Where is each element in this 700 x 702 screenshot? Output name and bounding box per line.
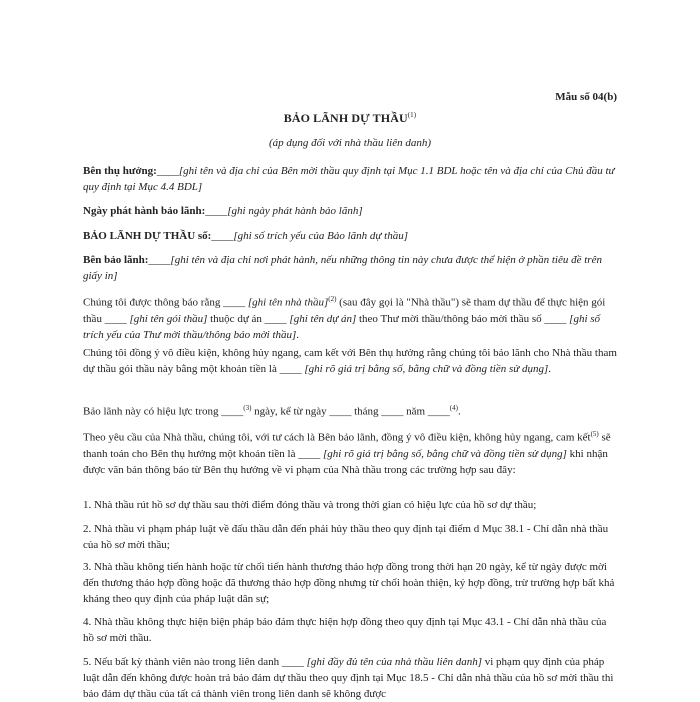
list-item: 3. Nhà thầu không tiến hành hoặc từ chối tiến hành thương thảo hợp đồng trong thời hạn 20 ngày, kể từ ngày được mời đến thương thảo hợp đồng hoặc đã thương thảo hợp đồng nhưng từ chối hoàn thiện, ký hợp đồng, trừ trường hợp bất khả kháng theo quy định của pháp luật dân sự; — [83, 561, 615, 605]
list-item: 4. Nhà thầu không thực hiện biện pháp bảo đảm thực hiện hợp đồng theo quy định tại Mục 43.1 - Chỉ dẫn nhà thầu của hồ sơ mời thầu. — [83, 616, 607, 644]
list-item: 2. Nhà thầu vi phạm pháp luật về đấu thầu dẫn đến phải hủy thầu theo quy định tại điểm d Mục 38.1 - Chỉ dẫn nhà thầu của hồ sơ mời thầu; — [83, 523, 609, 551]
amount-blank: ____ — [279, 363, 305, 375]
guarantor-line — [83, 252, 618, 284]
beneficiary-hint: [ghi tên và địa chỉ của Bên mời thầu quy định tại Mục 1.1 BDL hoặc tên và địa chỉ của Chủ đầu tư quy định tại Mục 4.4 BDL] — [83, 165, 615, 193]
guarantee-number-line — [83, 228, 618, 244]
para3-text-3: tháng — [351, 405, 382, 418]
para1-text-5: . — [296, 328, 300, 341]
day-blank: ____ — [329, 405, 352, 418]
guarantor-blank: ____ — [148, 254, 171, 266]
guarantor-label: Bên bảo lãnh: — [83, 254, 149, 266]
project-hint: [ghi tên dự án] — [289, 312, 357, 325]
item5-text-2: vi phạm quy định của pháp luật dẫn đến không được hoàn trả bảo đảm dự thầu theo quy định tại Mục 18.5 - Chỉ dẫn nhà thầu của hồ sơ mời thầu thì bảo đảm dự thầu của tất cả thành viên trong liên danh sẽ không được — [83, 656, 614, 700]
payment-blank: ____ — [298, 447, 323, 460]
month-blank: ____ — [381, 405, 404, 418]
title-text: BẢO LÃNH DỰ THẦU — [283, 111, 408, 125]
para2-text-1: Chúng tôi đồng ý vô điều kiện, không hủy ngang, cam kết với Bên thụ hưởng rằng chúng tôi bảo lãnh cho Nhà thầu tham dự thầu gói thầu này bằng một khoản tiền là — [83, 347, 617, 375]
issue-date-hint: [ghi ngày phát hành bảo lãnh] — [227, 205, 363, 217]
footnote-4: (4) — [449, 404, 458, 412]
issue-date-line — [83, 203, 618, 219]
list-item-5 — [83, 654, 618, 702]
para1-text-2: (sau đây gọi là "Nhà thầu") sẽ tham dự thầu để thực hiện gói thầu — [83, 296, 606, 325]
para3-text-4: năm — [403, 405, 428, 418]
guarantee-number-blank: ____ — [211, 230, 234, 242]
para4-text-2: sẽ thanh toán cho Bên thụ hưởng một khoản tiền là — [83, 431, 611, 460]
para1-text-3: thuộc dự án — [207, 312, 265, 325]
guarantor-hint: [ghi tên và địa chỉ nơi phát hành, nếu những thông tin này chưa được thể hiện ở phần tiêu đề trên giấy in] — [83, 254, 602, 282]
contractor-hint: [ghi tên nhà thầu] — [247, 296, 329, 309]
document-subtitle: (áp dụng đối với nhà thầu liên danh) — [269, 137, 431, 149]
list-item: 1. Nhà thầu rút hồ sơ dự thầu sau thời điểm đóng thầu và trong thời gian có hiệu lực của hồ sơ dự thầu; — [83, 499, 537, 511]
invitation-hint: [ghi số trích yếu của Thư mời thầu/thông báo mời thầu] — [83, 312, 601, 341]
issue-date-blank: ____ — [205, 205, 228, 217]
package-blank: ____ — [104, 312, 130, 325]
item5-text-1: 5. Nếu bất kỳ thành viên nào trong liên danh — [83, 656, 282, 668]
document-title — [0, 111, 700, 126]
para3-text-5: . — [457, 405, 461, 418]
para3-text-1: Bảo lãnh này có hiệu lực trong — [83, 405, 222, 418]
paragraph-validity — [83, 400, 618, 420]
para4-text-3: khi nhận được văn bản thông báo từ Bên thụ hưởng về vi phạm của Nhà thầu trong các trường hợp sau đây: — [83, 447, 608, 476]
beneficiary-line — [83, 163, 618, 195]
project-blank: ____ — [264, 312, 290, 325]
footnote-2: (2) — [328, 295, 337, 303]
package-hint: [ghi tên gói thầu] — [129, 312, 208, 325]
invitation-blank: ____ — [544, 312, 570, 325]
paragraph-payment — [83, 426, 618, 478]
issue-date-label: Ngày phát hành bảo lãnh: — [83, 205, 206, 217]
para4-text-1: Theo yêu cầu của Nhà thầu, chúng tôi, với tư cách là Bên bảo lãnh, đồng ý vô điều kiện, không hủy ngang, cam kết — [83, 431, 591, 444]
footnote-5: (5) — [590, 430, 599, 438]
beneficiary-label: Bên thụ hưởng: — [83, 165, 157, 177]
payment-hint: [ghi rõ giá trị bằng số, bằng chữ và đồng tiền sử dụng] — [323, 447, 567, 460]
paragraph-commitment — [83, 345, 618, 377]
joint-venture-blank: ____ — [281, 656, 307, 668]
form-number: Mẫu số 04(b) — [555, 91, 617, 103]
footnote-3: (3) — [243, 404, 252, 412]
contractor-blank: ____ — [223, 296, 248, 309]
beneficiary-blank: ____ — [156, 165, 179, 177]
joint-venture-hint: [ghi đầy đủ tên của nhà thầu liên danh] — [306, 656, 482, 668]
para3-text-2: ngày, kể từ ngày — [251, 405, 330, 418]
para2-text-2: . — [548, 363, 552, 375]
para1-text-4: theo Thư mời thầu/thông báo mời thầu số — [356, 312, 545, 325]
para1-text-1: Chúng tôi được thông báo rằng — [83, 296, 224, 309]
title-footnote: (1) — [407, 111, 417, 119]
year-blank: ____ — [427, 405, 450, 418]
guarantee-number-hint: [ghi số trích yếu của Bảo lãnh dự thầu] — [233, 230, 408, 242]
days-blank: ____ — [221, 405, 244, 418]
paragraph-notification — [83, 291, 618, 343]
amount-hint: [ghi rõ giá trị bằng số, bằng chữ và đồng tiền sử dụng] — [304, 363, 549, 375]
guarantee-number-label: BẢO LÃNH DỰ THẦU số: — [83, 230, 212, 242]
